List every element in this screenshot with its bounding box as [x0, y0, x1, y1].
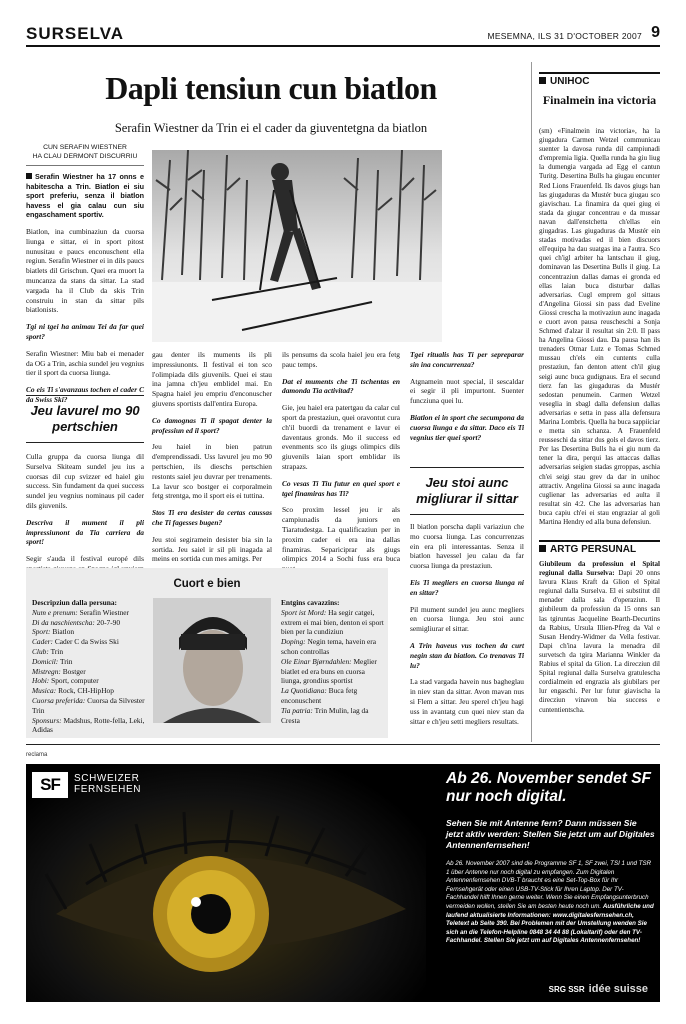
fact-label: Musica: [32, 686, 57, 696]
srg-ssr-logo: SRG SSR idée suisse [548, 983, 648, 995]
paragraph: Biatlon, ina cumbinaziun da cuorsa liunga e sittar, ei in sport pitost nunusitau e paucs enconuschent ella regiun. Serafin Wiestner ei in dils paucs biatlets dil Grischun. Quei era muort la muncanza da stans da sittar. La stad vargada ha il Club da skis Trin construiu in stan da sittar pils biatlonists. [26, 226, 144, 315]
paragraph: Jeu haiel in bien patrun d'emprendissadi. Uss lavurel jeu mo 90 pertschien, ils dieschs pertschien restonts saiel jeu duvrar per trenaments. La lavur sco bostger ei corporalmein fetg strentga, mo il sport eis ei tuttina. [152, 442, 272, 501]
paragraph: Culla gruppa da cuorsa liunga dil Surselva Skiteam sundel jeu ius a cuorsas dil cup svizzer ed haiel giu success. Sin fundament da quei success sundel jeu vegnius nominaus pil cader dils giuvenils. [26, 452, 144, 510]
fact-label: Mistregn: [32, 666, 61, 676]
fact-value: Cuorsa da Silvester Trin [32, 695, 145, 715]
article-column-4b [410, 522, 524, 733]
article-headline: Dapli tensiun cun biatlon [105, 70, 437, 106]
sidebar-tag-artg-persunal: ARTG PERSUNAL [539, 540, 660, 555]
paragraph: Atgnamein nuot special, il sescaldar ei segir il pli impurtont. Suenter funcziuna quei lu. [410, 376, 524, 406]
page-rule [26, 744, 660, 745]
advertisement[interactable] [26, 764, 660, 1002]
fact-row [281, 608, 385, 637]
fact-label: Club: [32, 646, 49, 656]
fact-value: Madshus, Rotte-fella, Leki, Adidas [32, 715, 145, 735]
fact-row [32, 667, 148, 677]
profile-box-title: Cuort e bien [173, 578, 241, 590]
fact-row [32, 686, 148, 696]
interview-question: Dat ei muments che Ti tschentas en damonda Tia activitad? [282, 376, 400, 396]
sidebar-title: Finalmein ina victoria [542, 93, 657, 107]
fact-row [281, 637, 385, 657]
portrait-illustration [153, 598, 271, 723]
byline: CUN SERAFIN WIESTNER HA CLAU DERMONT DISCURRIU [26, 143, 144, 166]
sf-logo: SF [32, 772, 68, 798]
fact-value: Ha segir catgei, extrem ei mai bien, denton ei sport bien per la cundiziun [281, 607, 384, 637]
masthead-rule [26, 45, 660, 47]
ad-label: reclama [26, 752, 48, 758]
fact-label: Di da naschientscha: [32, 617, 95, 627]
profile-facts: Descripziun dalla persuna: Num e prenum: Serafin Wiestner Di da naschientscha: 20-7-90 Sport: Biatlon Cader: Cader C da Swiss Ski Club: Trin Domicil: Trin Mistregn: Bostger Hobi: Sport, computer Musica: Rock, CH-HipHop Cuorsa preferida: Cuorsa da Silvester Trin Sponsurs: Madshus, Rotte-fella, Leki, Adidas [32, 598, 148, 735]
paragraph: Segir s'auda il festival europé dils [26, 554, 144, 564]
pull-quote-1: Jeu lavurel mo 90 pertschien [26, 395, 144, 443]
fact-row [32, 716, 148, 736]
fact-row [281, 686, 385, 706]
fact-label: Tia patria: [281, 705, 313, 715]
article-column-4 [410, 350, 524, 449]
sidebar-article [539, 127, 660, 534]
eye-illustration [26, 764, 426, 1002]
paragraph: La stad vargada havein nus bagheglau in niev stan da sittar. Avon mavan nus si Flem a sittar. Jeu sperel ch'jeu hagi uss in avantatg cun quei niev stan da sittar e ch'jeu setti megliers resultats. [410, 677, 524, 726]
fact-value: Serafin Wiestner [79, 607, 130, 617]
interview-question: Descriva il mument il pli impressiunont da Tia carriera da sport! [26, 517, 144, 547]
fact-row [32, 657, 148, 667]
biathlete-photo [152, 150, 442, 342]
fact-row [32, 647, 148, 657]
fact-label: Sport: [32, 627, 51, 637]
pull-quote-2: Jeu stoi aunc migliurar il sittar [410, 467, 524, 515]
fact-value: Trin [60, 656, 73, 666]
paragraph: Il biatlon porscha dapli variaziun che mo cuorsa liunga. Las concurrenzas ein era pli interessantas. Senza il biatlon havessel jeu calau da far cuorsa liunga da prestaziun. [410, 522, 524, 571]
bullet-square-icon [539, 545, 546, 552]
paragraph: Sco proxim lessel jeu ir als campiunadis da juniors en Tiaratudestga. La qualificaziun per in proxim cader ei era ina dallas finamiras. Separiciprar als giugs olimpics 2014 a Sochi fuss era buca [282, 505, 400, 564]
fact-label: La Quotidiana: [281, 686, 327, 696]
paragraph: gau denter ils muments ils pli impressiunonts. Il festival ei ton sco l'olimpiada dils giuvenils. Quei ei stau ina jamna ch'jeu emblidel mai. En Spagna haiel jeu empriu d'enconuscher giuvens sportists dall'entira Europa. [152, 350, 272, 408]
interview-question: Biatlon ei in sport che secumpona da cuorsa liunga e da sittar. Daco eis Ti vegnius tier quei sport? [410, 412, 524, 442]
fact-row [32, 676, 148, 686]
skier-illustration [152, 150, 442, 342]
fact-label: Hobi: [32, 676, 50, 686]
fact-value: Buca fetg enconuschent [281, 686, 358, 705]
paragraph: Jeu stoi segiramein desister bia sin la sortida. Jeu saiel ir sil pli inagada al meins en sortida cun mes amitgs. Per [152, 534, 272, 564]
issue-date: MESEMNA, ILS 31 D'OCTOBER 2007 [487, 31, 642, 41]
fact-value: Trin [50, 646, 64, 656]
interview-question: Tgi ni tgei ha animau Tei da far quei sport? [26, 322, 144, 341]
fact-value: Rock, CH-HipHop [58, 686, 114, 696]
paragraph: ils pensums da scola haiel jeu era fetg pauc temps. [282, 350, 400, 369]
fact-row [32, 627, 148, 637]
fact-value: Negin tema, havein era schon controllas [281, 637, 377, 656]
bullet-square-icon [539, 77, 546, 84]
interview-question: Co eis Ti s'avanzaus tochen el cader C da Swiss Ski? [26, 385, 144, 404]
profile-quickfire: Entgins cavazzins: Sport ist Mord: Ha segir catgei, extrem ei mai bien, denton ei sport bien per la cundiziun Doping: Negin tema, havein era schon controllas Ole Einar Bjørndahlen: Meglier biatlet ed era buns en cuorsa liunga, grondius sportist La Quotidiana: Buca fetg enconuschent Tia patria: Trin Mulin, lag da Cresta [281, 598, 384, 725]
interview-question: Co vesas Ti Tiu futur en quei sport e tgei finamiras has Ti? [282, 478, 400, 498]
interview-question: Tgei ritualis has Ti per sepreparar sin ina concurrenza? [410, 350, 524, 369]
fact-row [281, 657, 385, 686]
eye-image [26, 764, 426, 1002]
paragraph: Pil mument sundel jeu aunc megliers en cuorsa liunga. Jeu stoi aunc semigliurar el sittar. [410, 604, 524, 634]
fact-label: Domicil: [32, 656, 59, 666]
fact-value: Cader C da Swiss Ski [54, 637, 119, 647]
fact-label: Cader: [32, 637, 53, 647]
interview-question: Stos Ti era desister da certas caussas che Ti fagesses bugen? [152, 508, 272, 527]
page-number: 9 [651, 24, 660, 41]
ad-question: Sehen Sie mit Antenne fern? Dann müssen Sie jetzt aktiv werden: Stellen Sie jetzt um auf Digitales Antennenfernsehen! [446, 818, 655, 850]
fact-value: Trin Mulin, lag da Cresta [281, 705, 369, 725]
bullet-square-icon [26, 173, 32, 179]
fact-row [32, 608, 148, 618]
personnel-text: Dapi 20 onns lavura Klaus Kraft da Glion el Spital regiunal dalla Surselva. El ei substitut dil menader dalla sala d'operaziun. Il giubileum da professiun da 15 onns san las tgiruntas Jacqueline Bearth-Decurtins da Rabius, Ursula Illien-Pfreg da Val e Susan Hendry-Widmer da Vella festivar. Dapi ch'ina lavura la menadra dil survetsch da tgira Marianna Winkler da Rabius el spital da Glion. La direcziun dil Spital regiunal dalla Surselva gratulescha cordialmein ed engrazia als giubilars per lur engaschi. Per lur futur giavischa la direcziun vinavon bia success e cuntentientscha. [539, 569, 660, 714]
fact-label: Num e prenum: [32, 607, 78, 617]
fact-label: Cuorsa preferida: [32, 695, 86, 705]
fact-row [32, 618, 148, 628]
sidebar-personnel [539, 560, 660, 722]
ad-body: Ab 26. November 2007 sind die Programme SF 1, SF zwei, TSI 1 und TSR 1 über Antenne nur noch digital zu empfangen. Zum Digitalen Antennenfernsehen DVB-T braucht es eine Set-Top-Box für Ihr Fernsehgerät oder einen USB-TV-Stick für Ihren Laptop. Der TV-Fachhandel hilft Ihnen gerne weiter. Wenn Sie einen Empfangsunterbruch vermeiden wollen, stellen Sie am besten heute noch um. Ausführliche und laufend aktualisierte Informationen: www.digitalesfernsehen.ch, Teletext ab Seite 390. Bei Problemen mit der Umstellung wenden Sie sich an die Telefon-Helpline 0848 34 44 88 (Lokaltarif) oder den TV-Fachhandel. Stellen Sie jetzt um auf Digitales Antennenfernsehen! [446, 860, 654, 945]
fact-row [281, 706, 385, 726]
fact-value: Biatlon [52, 627, 75, 637]
fact-label: Sport ist Mord: [281, 607, 327, 617]
paragraph: Gie, jeu haiel era patertgau da calar cul sport da prestaziun, quei oravontut cura ch'il buordi da trenament e lavur ei daventaus gronds. Mo il success ed evenments sco ils giugs olimpics dils giuvenils laian sport emblidar ils strapazs. [282, 403, 400, 471]
athlete-portrait [153, 598, 271, 723]
section-name: SURSELVA [26, 24, 125, 43]
fact-label: Ole Einar Bjørndahlen: [281, 656, 352, 666]
paragraph: Serafin Wiestner: Miu bab ei menader da OG a Trin, aschia sundel jeu vegnius tier il sport da cuorsa liunga. [26, 348, 144, 378]
article-column-1 [26, 143, 144, 412]
interview-question: Eis Ti megliers en cuorsa liunga ni en sittar? [410, 577, 524, 597]
fact-row [32, 696, 148, 716]
column-divider [531, 62, 532, 742]
article-column-2 [152, 350, 272, 571]
article-column-3 [282, 350, 400, 581]
interview-question: Co damognas Ti il spagat denter la professiun ed il sport? [152, 415, 272, 435]
article-lead: Serafin Wiestner ha 17 onns e habitescha a Trin. Biatlon ei siu sport preferiu, senza il biatlon havess el gia calau cun siu engaschament sportiv. [26, 172, 144, 220]
sidebar-tag-unihoc: UNIHOC [539, 72, 660, 87]
ad-headline: Ab 26. November sendet SF nur noch digital. [446, 770, 652, 805]
paragraph: (sm) «Finalmein ina victoria», ha la giugadura Carmen Wetzel communicau suenter la davosa runda dil campiunadi d'empremia ligia. Quella runda ha giu liug la dumengia vargada ad Egg el cantun Turitg. Desertina Bulls ha giugau encunter Red Lions Frauenfeld. Ils davos giugs han las giugaduras da Mustér buca giugau sco giavischau. La finamira da quei giug ei stada da giugar concentrau e da mussar navan dall'enstchetta ch'ellas ein giugadras. Las giugaduras da Mustér ein stadas motivadas ed il bien discuors ell'equipa ha dau suatgas ina a l'autra. Sco quei ch'igl arbiter ha lantschau il giug, dominavan las Desertina Bulls il giug. La concentraziun dallas damas ei gronda ed ellas laian buca disturbar dallas adversarias. Cugl emprem gol sittaus d'Angelina Giossi sin pass dad Eveline Giossi crescha la motivaziun aunc inagada e cuort avon pausa reuscheschi a Sonja Schmed d'alzar il resultat sin 2:0. Il pass ha Angelina Giossi dau. Da pausa han ils trenaders Otmar Lutz e Tomas Schmed mussau ch'els ein cuntents culla prestaziun, fan denton attent ch'il giug seigi aunc buca gudignaus. Era el secund tierz fan las giugaduras da Mustér sedostan penumein. Carmen Wetzel veseglia in sbagl dalla defensiun dallas adversarias e setta in pass alla defensura Marina Lombris. Quella ha buca sappiiciar e metta sin schanza. A Frauenfeld reusseschi da sittar dus gols el davos tierz. Per las Desertina Bulls ha ei giu num da tener la dira, perqui las attaccas dallas adversarias seigien stadas grroppas, aschia ch'ei seigi stau grev da dar in unihoc attractiv. Angelina Giossi sa aunc inagada cuglienar las adversarias ed aulta il resultat sin 4:2. Che las adversarias han buca capiu ch'ei ei stau engraziar al goli Martina Hendry ed alla buna defensiun. [539, 127, 660, 527]
fact-value: 20-7-90 [96, 617, 121, 627]
fact-row [32, 637, 148, 647]
fact-label: Doping: [281, 637, 306, 647]
sf-brand-name: SCHWEIZER FERNSEHEN [74, 773, 142, 795]
ad-copy [446, 770, 656, 946]
interview-question: A Trin haveus vus tochen da curt negin stan da biatlon. Co trenavas Ti lu? [410, 640, 524, 670]
fact-value: Sport, computer [51, 676, 99, 686]
fact-value: Bostger [62, 666, 86, 676]
fact-label: Sponsurs: [32, 715, 62, 725]
personnel-lead: Giubileum da professiun el Spital regiunal dalla Surselva: [539, 560, 660, 578]
article-subhead: Serafin Wiestner da Trin ei el cader da giuventetgna da biatlon [114, 121, 428, 135]
fact-value: Meglier biatlet ed era buns en cuorsa liunga, grondius sportist [281, 656, 377, 686]
